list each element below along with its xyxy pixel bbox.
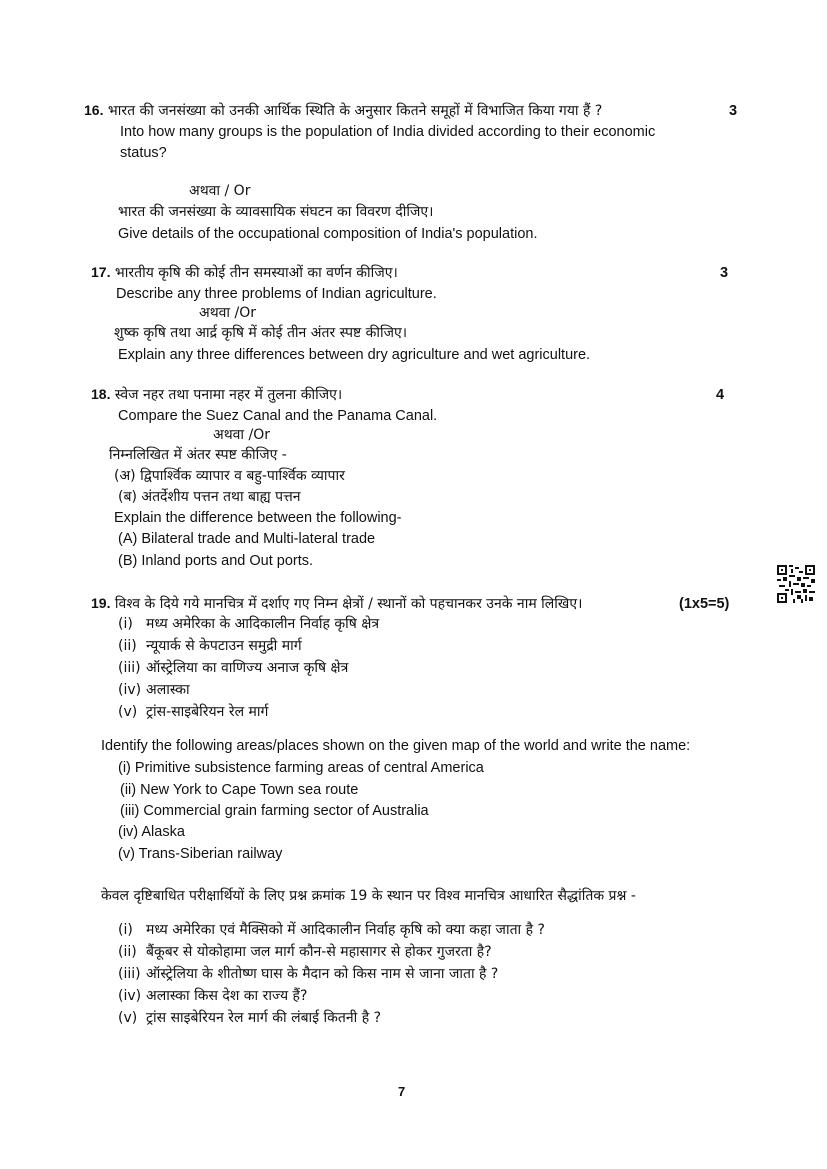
q19-hi-item-num: (iv) (118, 682, 142, 698)
q19-vi-item-num: (iii) (118, 966, 141, 982)
q17-text-hi: भारतीय कृषि की कोई तीन समस्याओं का वर्णन कीजिए। (114, 265, 398, 281)
q19-vi-item-num: (i) (118, 922, 133, 938)
q18-text-en: Compare the Suez Canal and the Panama Canal. (118, 408, 438, 424)
q18-alt-en-a: (A) Bilateral trade and Multi-lateral trade (118, 531, 376, 547)
q19-vi-item (118, 921, 545, 939)
q19-hi-item-num: (iii) (118, 660, 141, 676)
q16-alt-hi: भारत की जनसंख्या के व्यावसायिक संघटन का विवरण दीजिए। (118, 204, 434, 220)
q16-or: अथवा / Or (189, 183, 251, 199)
q19-question-hi (91, 594, 582, 613)
q19-hi-item-text: ऑस्ट्रेलिया का वाणिज्य अनाज कृषि क्षेत्र (146, 660, 349, 676)
q19-text-hi: विश्व के दिये गये मानचित्र में दर्शाए गए निम्न क्षेत्रों / स्थानों को पहचानकर उनके नाम लिखिए। (114, 596, 583, 612)
q17-marks: 3 (720, 265, 729, 281)
q19-hi-item (118, 637, 302, 655)
qr-code (777, 565, 815, 603)
q19-vi-item-text: बैंकूबर से योकोहामा जल मार्ग कौन-से महासागर से होकर गुजरता है? (146, 944, 492, 960)
q19-en-item: (i) Primitive subsistence farming areas of central America (118, 760, 484, 776)
q19-vi-item-text: ट्रांस साइबेरियन रेल मार्ग की लंबाई कितनी है ? (146, 1010, 382, 1026)
q17-text-en: Describe any three problems of Indian agriculture. (116, 286, 437, 302)
page-number: 7 (398, 1084, 406, 1099)
q19-hi-item (118, 615, 379, 633)
q19-en-item: (iii) Commercial grain farming sector of Australia (120, 803, 429, 819)
q17-question-hi (91, 263, 398, 282)
q19-hi-item-text: ट्रांस-साइबेरियन रेल मार्ग (146, 704, 269, 720)
q16-marks: 3 (729, 103, 738, 119)
q19-vi-item-num: (iv) (118, 988, 142, 1004)
q16-text-hi: भारत की जनसंख्या को उनकी आर्थिक स्थिति के अनुसार कितने समूहों में विभाजित किया गया हैं ? (107, 103, 603, 119)
q19-hi-item-num: (i) (118, 616, 133, 632)
q19-hi-item-num: (v) (118, 704, 138, 720)
q19-text-en: Identify the following areas/places shown on the given map of the world and write the name: (101, 738, 691, 754)
q19-vi-item (118, 987, 307, 1005)
q18-text-hi: स्वेज नहर तथा पनामा नहर में तुलना कीजिए। (114, 387, 343, 403)
q18-question-hi (91, 385, 342, 404)
q19-hi-item (118, 703, 268, 721)
q19-vi-item (118, 1009, 381, 1027)
q18-alt-hi: निम्नलिखित में अंतर स्पष्ट कीजिए - (109, 447, 287, 463)
q19-hi-item-num: (ii) (118, 638, 137, 654)
q18-marks: 4 (716, 387, 725, 403)
q19-hi-item (118, 681, 190, 699)
q19-vi-item (118, 943, 492, 961)
q19-en-item: (v) Trans-Siberian railway (118, 846, 283, 862)
q19-en-item: (ii) New York to Cape Town sea route (120, 782, 359, 798)
q16-number: 16. (84, 102, 104, 118)
q19-vi-item-num: (v) (118, 1010, 138, 1026)
q19-en-item: (iv) Alaska (118, 824, 185, 840)
q17-or: अथवा /Or (199, 305, 256, 321)
q19-vi-heading: केवल दृष्टिबाधित परीक्षार्थियों के लिए प्रश्न क्रमांक 19 के स्थान पर विश्व मानचित्र आधारित सैद्धांतिक प्रश्न - (101, 888, 636, 904)
q16-question-hi (84, 101, 602, 120)
q16-text-en-2: status? (120, 145, 167, 161)
q18-alt-en: Explain the difference between the following- (114, 510, 402, 526)
q18-number: 18. (91, 386, 111, 402)
q17-number: 17. (91, 264, 111, 280)
q19-hi-item-text: न्यूयार्क से केपटाउन समुद्री मार्ग (146, 638, 302, 654)
q19-marks: (1x5=5) (679, 596, 730, 612)
q19-hi-item-text: मध्य अमेरिका के आदिकालीन निर्वाह कृषि क्षेत्र (146, 616, 380, 632)
q19-vi-item-text: अलास्का किस देश का राज्य हैं? (146, 988, 308, 1004)
q18-alt-en-b: (B) Inland ports and Out ports. (118, 553, 314, 569)
q19-vi-item-num: (ii) (118, 944, 137, 960)
q18-alt-hi-a: (अ) द्विपार्श्विक व्यापार व बहु-पार्श्विक व्यापार (114, 468, 345, 484)
q19-hi-item (118, 659, 348, 677)
q19-hi-item-text: अलास्का (146, 682, 190, 698)
q17-alt-en: Explain any three differences between dry agriculture and wet agriculture. (118, 347, 591, 363)
q17-alt-hi: शुष्क कृषि तथा आर्द्र कृषि में कोई तीन अंतर स्पष्ट कीजिए। (114, 325, 408, 341)
q19-vi-item (118, 965, 498, 983)
q19-vi-item-text: मध्य अमेरिका एवं मैक्सिको में आदिकालीन निर्वाह कृषि को क्या कहा जाता है ? (146, 922, 545, 938)
q19-vi-item-text: ऑस्ट्रेलिया के शीतोष्ण घास के मैदान को किस नाम से जाना जाता है ? (146, 966, 499, 982)
q18-alt-hi-b: (ब) अंतर्देशीय पत्तन तथा बाह्य पत्तन (118, 489, 301, 505)
q18-or: अथवा /Or (213, 427, 270, 443)
q16-alt-en: Give details of the occupational composition of India's population. (118, 226, 538, 242)
q16-text-en-1: Into how many groups is the population of India divided according to their economic (120, 124, 656, 140)
q19-number: 19. (91, 595, 111, 611)
